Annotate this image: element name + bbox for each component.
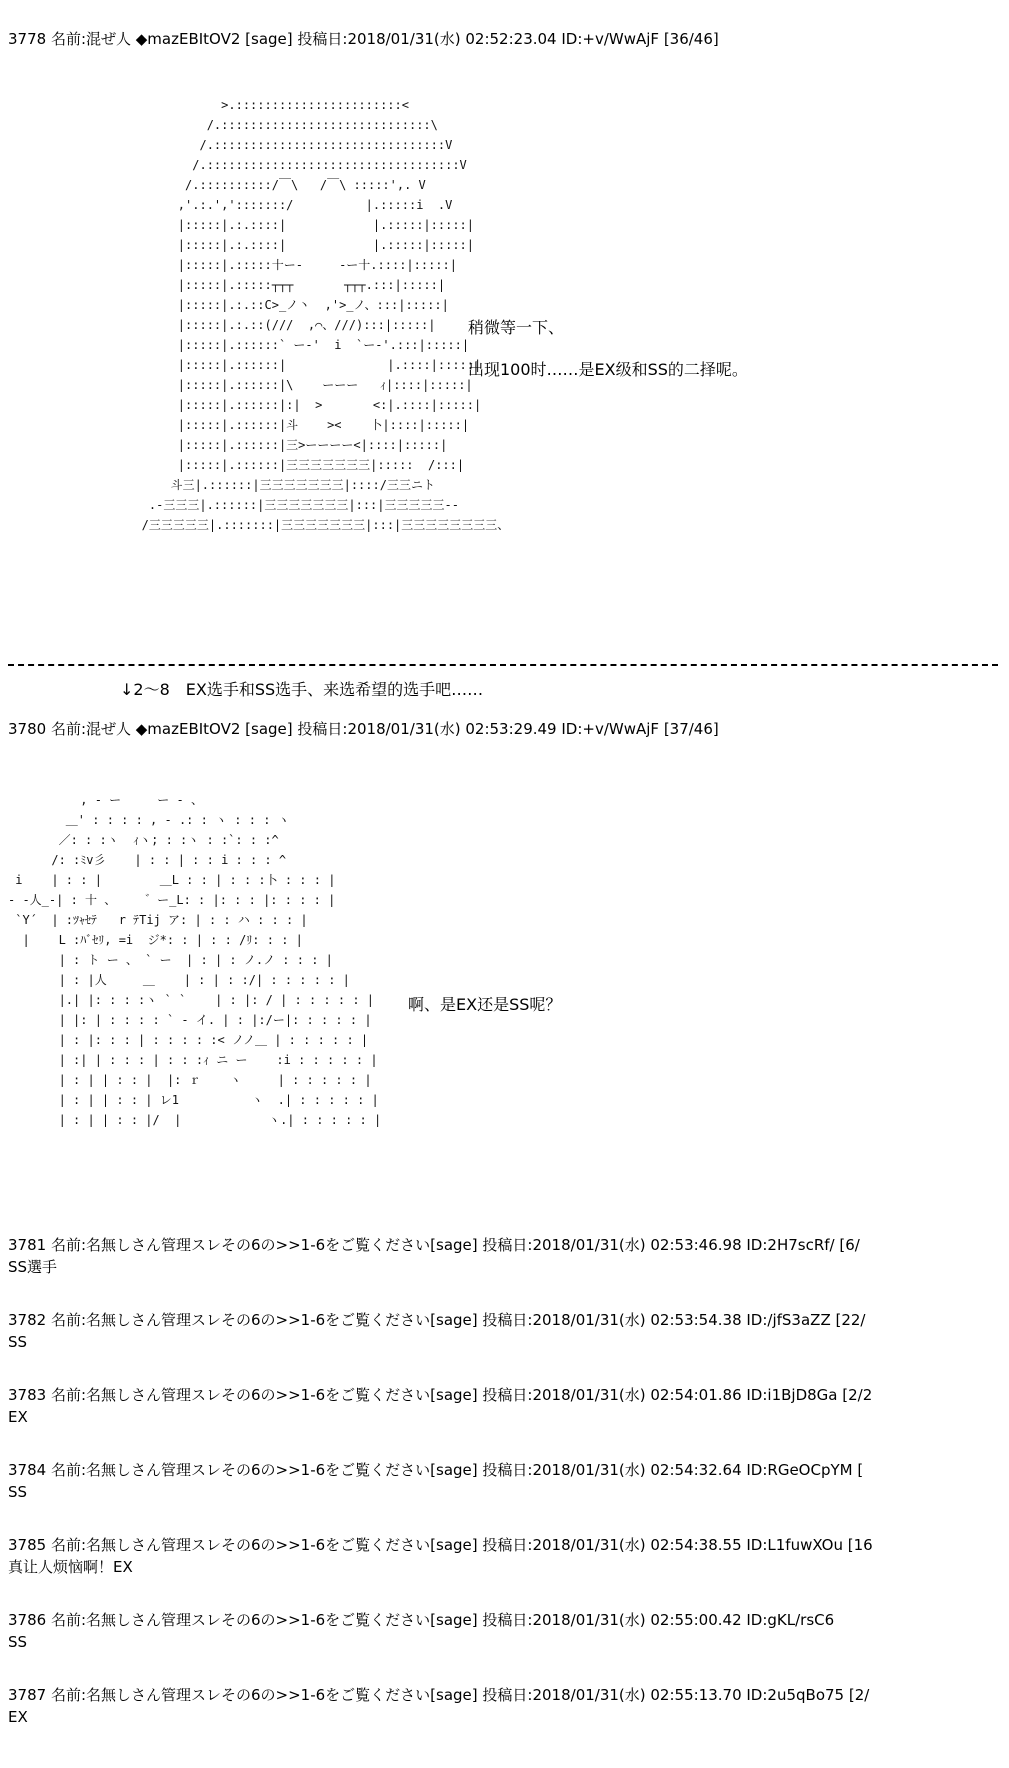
vote-instruction: ↓2～8 EX选手和SS选手、来选希望的选手吧…… xyxy=(120,680,484,699)
dialog-line-2: 出现100时……是EX级和SS的二择呢。 xyxy=(468,360,748,379)
dashed-divider xyxy=(8,664,998,666)
post-body-3783: EX xyxy=(8,1408,28,1426)
dialog-line-3: 啊、是EX还是SS呢？ xyxy=(408,995,562,1014)
post-header-3786: 3786 名前:名無しさん管理スレその6の>>1-6をご覧ください[sage] 投稿日:2018/01/31(水) 02:55:00.42 ID:gKL/rsC6 xyxy=(8,1611,835,1629)
post-body-3782: SS xyxy=(8,1333,28,1351)
post-header-3787: 3787 名前:名無しさん管理スレその6の>>1-6をご覧ください[sage] 投稿日:2018/01/31(水) 02:55:13.70 ID:2u5qBo75 [2/ xyxy=(8,1686,870,1704)
post-body-3784: SS xyxy=(8,1483,28,1501)
post-header-3784: 3784 名前:名無しさん管理スレその6の>>1-6をご覧ください[sage] 投稿日:2018/01/31(水) 02:54:32.64 ID:RGeOCpYM [ xyxy=(8,1461,864,1479)
post-header-3780: 3780 名前:混ぜ人 ◆mazEBItOV2 [sage] 投稿日:2018/01/31(水) 02:53:29.49 ID:+v/WwAjF [37/46] xyxy=(8,720,719,738)
post-body-3787: EX xyxy=(8,1708,28,1726)
ascii-art-character-2: , - ー ー - 、 ＿' : : : : , - .: : ヽ : : : ヽ ／: : :ヽ ｨヽ; : :ヽ : :`: : :^ /: :ﾐv彡 | : : | : : i : : : ^ i | : : | ＿L : : | : : :卜 : : : | - -人_-| : 十 、 ゛ー_L: : |: : : |: : : : | `Y´ | :ﾂｬｾﾃ r ﾃTij ア: | : : ハ : : : | | L :ﾊﾞｾﾘ, =i ジ*: : | : : /ﾘ: : : | | : ト ー 、 ` ー | : | : ノ.ノ : : : | | : |人 ＿ | : | : :/| : : : : : | |.| |: : : :ヽ ` ` | : |: / | : : : : : | | |: | : : : : ` - イ. | : |:/ー|: : : : : | | : |: : : | : : : : :< ノノ＿ | : : : : : | | :| | : : : | : : :ｨ ニ ー :i : : : : : | | : | | : : | |: ｒ ヽ | : : : : : | | : | | : : | レ1 ヽ .| : : : : : | | : | | : : |/ | ヽ.| : : : : : | xyxy=(8,793,382,1127)
post-header-3781: 3781 名前:名無しさん管理スレその6の>>1-6をご覧ください[sage] 投稿日:2018/01/31(水) 02:53:46.98 ID:2H7scRf/ [6/ xyxy=(8,1236,860,1254)
dialog-line-1: 稍微等一下、 xyxy=(468,318,565,337)
post-header-3782: 3782 名前:名無しさん管理スレその6の>>1-6をご覧ください[sage] 投稿日:2018/01/31(水) 02:53:54.38 ID:/jfS3aZZ [22/ xyxy=(8,1311,866,1329)
post-header-3783: 3783 名前:名無しさん管理スレその6の>>1-6をご覧ください[sage] 投稿日:2018/01/31(水) 02:54:01.86 ID:i1BjD8Ga [2/2 xyxy=(8,1386,873,1404)
post-header-3785: 3785 名前:名無しさん管理スレその6の>>1-6をご覧ください[sage] 投稿日:2018/01/31(水) 02:54:38.55 ID:L1fuwXOu [16 xyxy=(8,1536,873,1554)
post-body-3781: SS選手 xyxy=(8,1258,58,1276)
post-body-3786: SS xyxy=(8,1633,28,1651)
ascii-art-character-1: >.:::::::::::::::::::::::< /.:::::::::::::::::::::::::::::\ /.::::::::::::::::::::::::::::::::V /.:::::::::::::::::::::::::::::::::::V /.::::::::::/￣\ /￣\ :::::',. V ,'.:.',':::::::/ |.:::::i .V |:::::|.:.::::| |.:::::|:::::| |:::::|.:.::::| |.:::::|:::::| |:::::|.:::::十ー- -ー十.::::|:::::| |:::::|.:::::┬┬┬ ┬┬┬.:::|:::::| |:::::|.:.::C>_ノ丶 ,'>_ノ、:::|:::::| |:::::|.:.::(/// ,⌒、///):::|:::::| |:::::|.::::::` ー-' i `ー-'.:::|:::::| |:::::|.::::::| |.::::|:::::| |:::::|.::::::|\ ーーー ｨ|::::|:::::| |:::::|.::::::|:| > <:|.::::|:::::| |:::::|.::::::|斗 >< 卜|::::|:::::| |:::::|.::::::|三>ーーーー<|::::|:::::| |:::::|.::::::|三三三三三三三|::::: /:::| 斗三|.::::::|三三三三三三三|::::/三三ニト .-三三三|.::::::|三三三三三三三|:::|三三三三三-‐ /三三三三三|.:::::::|三三三三三三三|:::|三三三三三三三三、 xyxy=(141,98,510,532)
post-body-3785: 真让人烦恼啊！EX xyxy=(8,1558,133,1576)
post-header-3778: 3778 名前:混ぜ人 ◆mazEBItOV2 [sage] 投稿日:2018/01/31(水) 02:52:23.04 ID:+v/WwAjF [36/46] xyxy=(8,30,719,48)
